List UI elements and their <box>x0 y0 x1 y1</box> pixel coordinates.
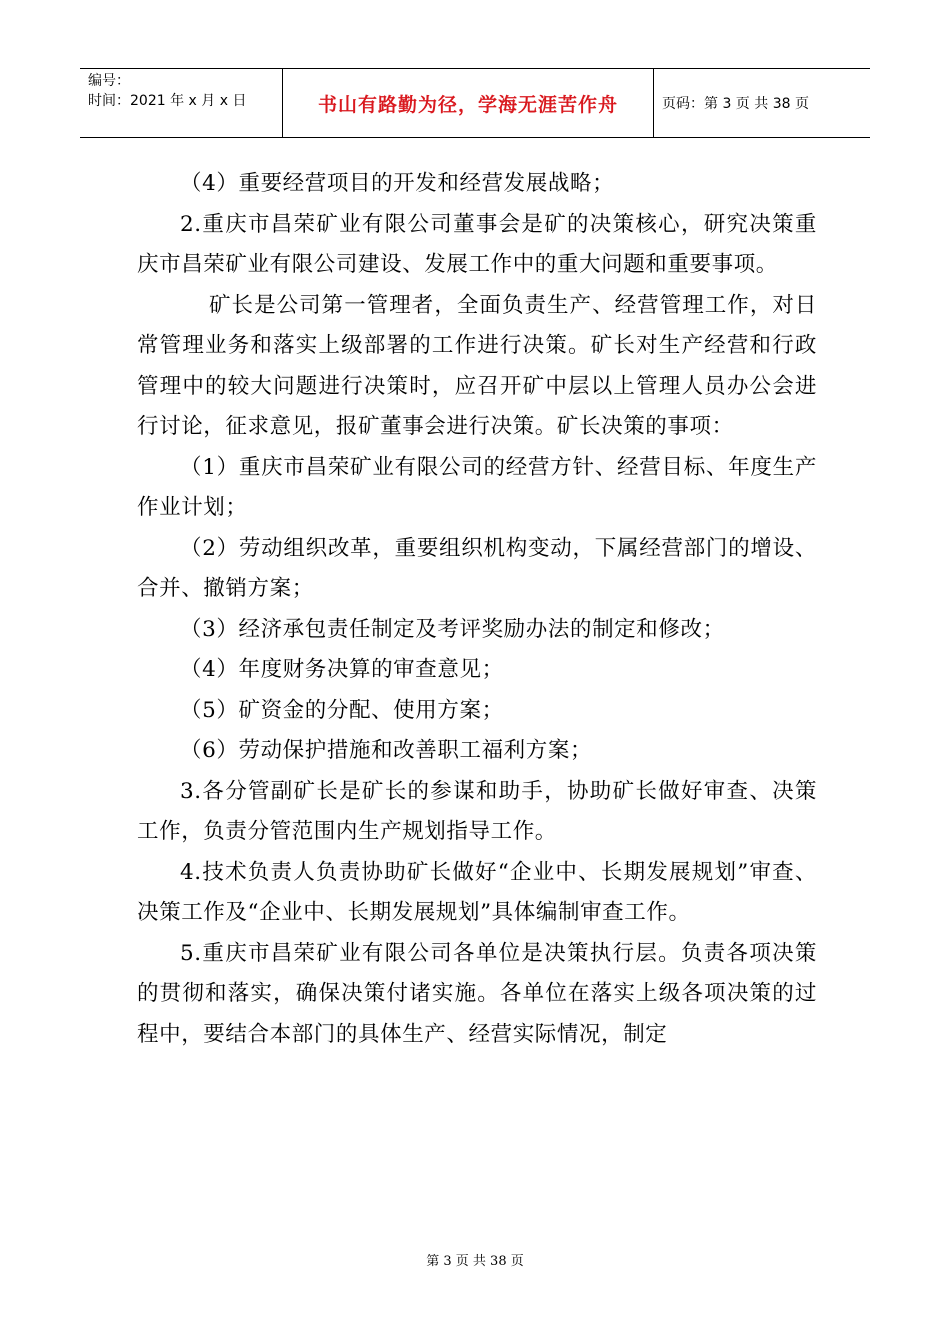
page-footer: 第 3 页 共 38 页 <box>426 1254 524 1269</box>
paragraph: 2.重庆市昌荣矿业有限公司董事会是矿的决策核心，研究决策重庆市昌荣矿业有限公司建设、发展工作中的重大问题和重要事项。 <box>137 211 817 277</box>
paragraph: 矿长是公司第一管理者，全面负责生产、经营管理工作，对日常管理业务和落实上级部署的工作进行决策。矿长对生产经营和行政管理中的较大问题进行决策时，应召开矿中层以上管理人员办公会进行讨论，征求意见，报矿董事会进行决策。矿长决策的事项： <box>137 292 817 439</box>
paragraph: （5）矿资金的分配、使用方案； <box>180 697 504 723</box>
paragraph: （4）重要经营项目的开发和经营发展战略； <box>180 171 615 196</box>
header-meta <box>80 69 282 137</box>
header-time-label: 时间：2021 年 x 月 x 日 <box>88 93 247 109</box>
page-header <box>80 68 870 138</box>
paragraph: （4）年度财务决算的审查意见； <box>180 657 504 682</box>
paragraph: 3.各分管副矿长是矿长的参谋和助手，协助矿长做好审查、决策工作，负责分管范围内生产规划指导工作。 <box>137 778 817 844</box>
document-body <box>137 164 817 1055</box>
paragraph: （6）劳动保护措施和改善职工福利方案； <box>180 738 593 763</box>
paragraph: 4.技术负责人负责协助矿长做好“企业中、长期发展规划”审查、决策工作及“企业中、长期发展规划”具体编制审查工作。 <box>137 859 817 925</box>
header-page-info: 页码：第 3 页 共 38 页 <box>662 96 809 112</box>
paragraph: （1）重庆市昌荣矿业有限公司的经营方针、经营目标、年度生产作业计划； <box>137 454 817 520</box>
paragraph: 5.重庆市昌荣矿业有限公司各单位是决策执行层。负责各项决策的贯彻和落实，确保决策付诸实施。各单位在落实上级各项决策的过程中，要结合本部门的具体生产、经营实际情况，制定 <box>137 940 817 1047</box>
header-motto: 书山有路勤为径，学海无涯苦作舟 <box>282 69 654 137</box>
paragraph: （3）经济承包责任制定及考评奖励办法的制定和修改； <box>180 616 725 642</box>
paragraph: （2）劳动组织改革，重要组织机构变动，下属经营部门的增设、合并、撤销方案； <box>137 535 817 601</box>
header-number-label: 编号： <box>88 73 130 89</box>
